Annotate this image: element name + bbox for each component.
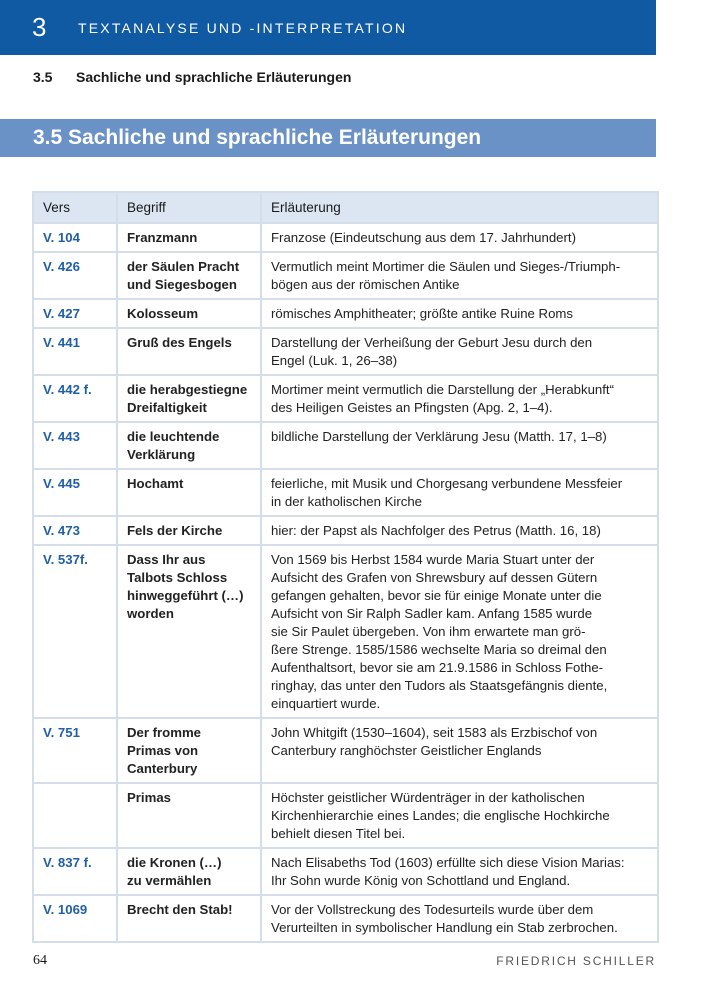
section-heading-band	[0, 119, 656, 157]
erlaeuterung-line: behielt diesen Titel bei.	[271, 826, 406, 841]
begriff-line: Brecht den Stab!	[127, 902, 233, 917]
erlaeuterung-line: Vermutlich meint Mortimer die Säulen und Sieges-/Triumph-	[271, 259, 621, 274]
table-row	[33, 848, 658, 895]
cell-vers: V. 1069	[33, 895, 117, 942]
cell-erlaeuterung	[261, 848, 658, 895]
erlaeuterung-line: Aufenthaltsort, bevor sie am 21.9.1586 in Schloss Fothe-	[271, 660, 604, 675]
cell-vers: V. 751	[33, 718, 117, 783]
erlaeuterung-line: sie Sir Paulet übergeben. Von ihm erwartete man grö-	[271, 624, 586, 639]
table-row	[33, 545, 658, 718]
cell-begriff	[117, 469, 261, 516]
cell-erlaeuterung	[261, 469, 658, 516]
erlaeuterung-line: Verurteilten in symbolischer Handlung ein Stab zerbrochen.	[271, 920, 618, 935]
erlaeuterung-line: Nach Elisabeths Tod (1603) erfüllte sich diese Vision Marias:	[271, 855, 625, 870]
erlaeuterung-line: einquartiert wurde.	[271, 696, 381, 711]
cell-vers	[33, 783, 117, 848]
begriff-line: Kolosseum	[127, 306, 199, 321]
begriff-line: Hochamt	[127, 476, 184, 491]
erlaeuterung-line: Von 1569 bis Herbst 1584 wurde Maria Stuart unter der	[271, 552, 595, 567]
begriff-line: Talbots Schloss	[127, 570, 228, 585]
erlaeuterung-line: römisches Amphitheater; größte antike Ruine Roms	[271, 306, 573, 321]
erlaeuterung-line: Aufsicht des Grafen von Shrewsbury auf dessen Gütern	[271, 570, 598, 585]
erlaeuterung-line: Engel (Luk. 1, 26–38)	[271, 353, 398, 368]
table-row	[33, 223, 658, 252]
cell-erlaeuterung	[261, 718, 658, 783]
table-row	[33, 422, 658, 469]
begriff-line: worden	[127, 606, 174, 621]
erlaeuterung-line: ßere Strenge. 1585/1586 wechselte Maria so dreimal den	[271, 642, 607, 657]
table-row	[33, 252, 658, 299]
begriff-line: der Säulen Pracht	[127, 259, 240, 274]
cell-begriff	[117, 223, 261, 252]
cell-erlaeuterung	[261, 516, 658, 545]
cell-erlaeuterung	[261, 783, 658, 848]
cell-begriff	[117, 545, 261, 718]
cell-begriff	[117, 848, 261, 895]
begriff-line: zu vermählen	[127, 873, 212, 888]
header-erlaeuterung: Erläuterung	[261, 192, 658, 223]
erlaeuterung-line: Aufsicht von Sir Ralph Sadler kam. Anfang 1585 wurde	[271, 606, 593, 621]
cell-vers: V. 426	[33, 252, 117, 299]
erlaeuterung-line: Ihr Sohn wurde König von Schottland und England.	[271, 873, 571, 888]
header-vers: Vers	[33, 192, 117, 223]
cell-erlaeuterung	[261, 252, 658, 299]
table-row	[33, 328, 658, 375]
table-row	[33, 718, 658, 783]
footer-author: FRIEDRICH SCHILLER	[496, 954, 656, 968]
begriff-line: Primas von	[127, 743, 199, 758]
chapter-number: 3	[32, 12, 47, 42]
chapter-title: TEXTANALYSE UND -INTERPRETATION	[78, 19, 408, 36]
cell-vers: V. 537f.	[33, 545, 117, 718]
begriff-line: Der fromme	[127, 725, 202, 740]
erlaeuterung-line: ringhay, das unter den Tudors als Staatsgefängnis diente,	[271, 678, 608, 693]
cell-begriff	[117, 718, 261, 783]
cell-begriff	[117, 299, 261, 328]
chapter-header-bar	[0, 0, 656, 55]
begriff-line: Gruß des Engels	[127, 335, 232, 350]
cell-begriff	[117, 895, 261, 942]
erlaeuterung-line: feierliche, mit Musik und Chorgesang verbundene Messfeier	[271, 476, 623, 491]
table-row	[33, 469, 658, 516]
erlaeuterung-line: gefangen gehalten, bevor sie für einige Monate unter die	[271, 588, 602, 603]
erlaeuterung-line: Canterbury ranghöchster Geistlicher Englands	[271, 743, 542, 758]
begriff-line: die herabgestiegne	[127, 382, 248, 397]
cell-erlaeuterung	[261, 545, 658, 718]
glossary-table-container	[32, 191, 657, 943]
cell-vers: V. 441	[33, 328, 117, 375]
cell-erlaeuterung	[261, 895, 658, 942]
cell-begriff	[117, 328, 261, 375]
erlaeuterung-line: Kirchenhierarchie eines Landes; die englische Hochkirche	[271, 808, 610, 823]
begriff-line: Dass Ihr aus	[127, 552, 206, 567]
glossary-table	[32, 191, 659, 943]
erlaeuterung-line: Vor der Vollstreckung des Todesurteils wurde über dem	[271, 902, 594, 917]
header-begriff: Begriff	[117, 192, 261, 223]
table-row	[33, 895, 658, 942]
erlaeuterung-line: Darstellung der Verheißung der Geburt Jesu durch den	[271, 335, 593, 350]
begriff-line: Fels der Kirche	[127, 523, 223, 538]
table-row	[33, 516, 658, 545]
begriff-line: Dreifaltigkeit	[127, 400, 207, 415]
cell-erlaeuterung	[261, 375, 658, 422]
running-section-number: 3.5	[33, 69, 53, 85]
erlaeuterung-line: Franzose (Eindeutschung aus dem 17. Jahrhundert)	[271, 230, 576, 245]
begriff-line: und Siegesbogen	[127, 277, 237, 292]
begriff-line: die leuchtende	[127, 429, 220, 444]
cell-begriff	[117, 252, 261, 299]
begriff-line: die Kronen (…)	[127, 855, 222, 870]
cell-vers: V. 473	[33, 516, 117, 545]
begriff-line: hinweggeführt (…)	[127, 588, 244, 603]
cell-begriff	[117, 422, 261, 469]
begriff-line: Canterbury	[127, 761, 198, 776]
cell-vers: V. 104	[33, 223, 117, 252]
running-section-title: Sachliche und sprachliche Erläuterungen	[76, 69, 352, 85]
table-row	[33, 299, 658, 328]
erlaeuterung-line: bildliche Darstellung der Verklärung Jesu (Matth. 17, 1–8)	[271, 429, 607, 444]
begriff-line: Franzmann	[127, 230, 198, 245]
table-row	[33, 783, 658, 848]
cell-begriff	[117, 783, 261, 848]
erlaeuterung-line: des Heiligen Geistes an Pfingsten (Apg. 2, 1–4).	[271, 400, 553, 415]
table-row	[33, 375, 658, 422]
erlaeuterung-line: bögen aus der römischen Antike	[271, 277, 460, 292]
cell-erlaeuterung	[261, 299, 658, 328]
section-heading: 3.5 Sachliche und sprachliche Erläuterungen	[33, 126, 482, 149]
cell-vers: V. 837 f.	[33, 848, 117, 895]
erlaeuterung-line: Höchster geistlicher Würdenträger in der katholischen	[271, 790, 585, 805]
erlaeuterung-line: John Whitgift (1530–1604), seit 1583 als Erzbischof von	[271, 725, 598, 740]
cell-vers: V. 427	[33, 299, 117, 328]
cell-erlaeuterung	[261, 328, 658, 375]
erlaeuterung-line: in der katholischen Kirche	[271, 494, 423, 509]
cell-begriff	[117, 516, 261, 545]
page-number: 64	[33, 953, 47, 968]
begriff-line: Primas	[127, 790, 171, 805]
cell-begriff	[117, 375, 261, 422]
cell-erlaeuterung	[261, 422, 658, 469]
begriff-line: Verklärung	[127, 447, 196, 462]
cell-vers: V. 443	[33, 422, 117, 469]
table-header-row	[33, 192, 658, 223]
cell-vers: V. 442 f.	[33, 375, 117, 422]
running-section-header	[33, 69, 351, 85]
cell-erlaeuterung	[261, 223, 658, 252]
erlaeuterung-line: hier: der Papst als Nachfolger des Petrus (Matth. 16, 18)	[271, 523, 601, 538]
erlaeuterung-line: Mortimer meint vermutlich die Darstellung der „Herabkunft“	[271, 382, 614, 397]
cell-vers: V. 445	[33, 469, 117, 516]
